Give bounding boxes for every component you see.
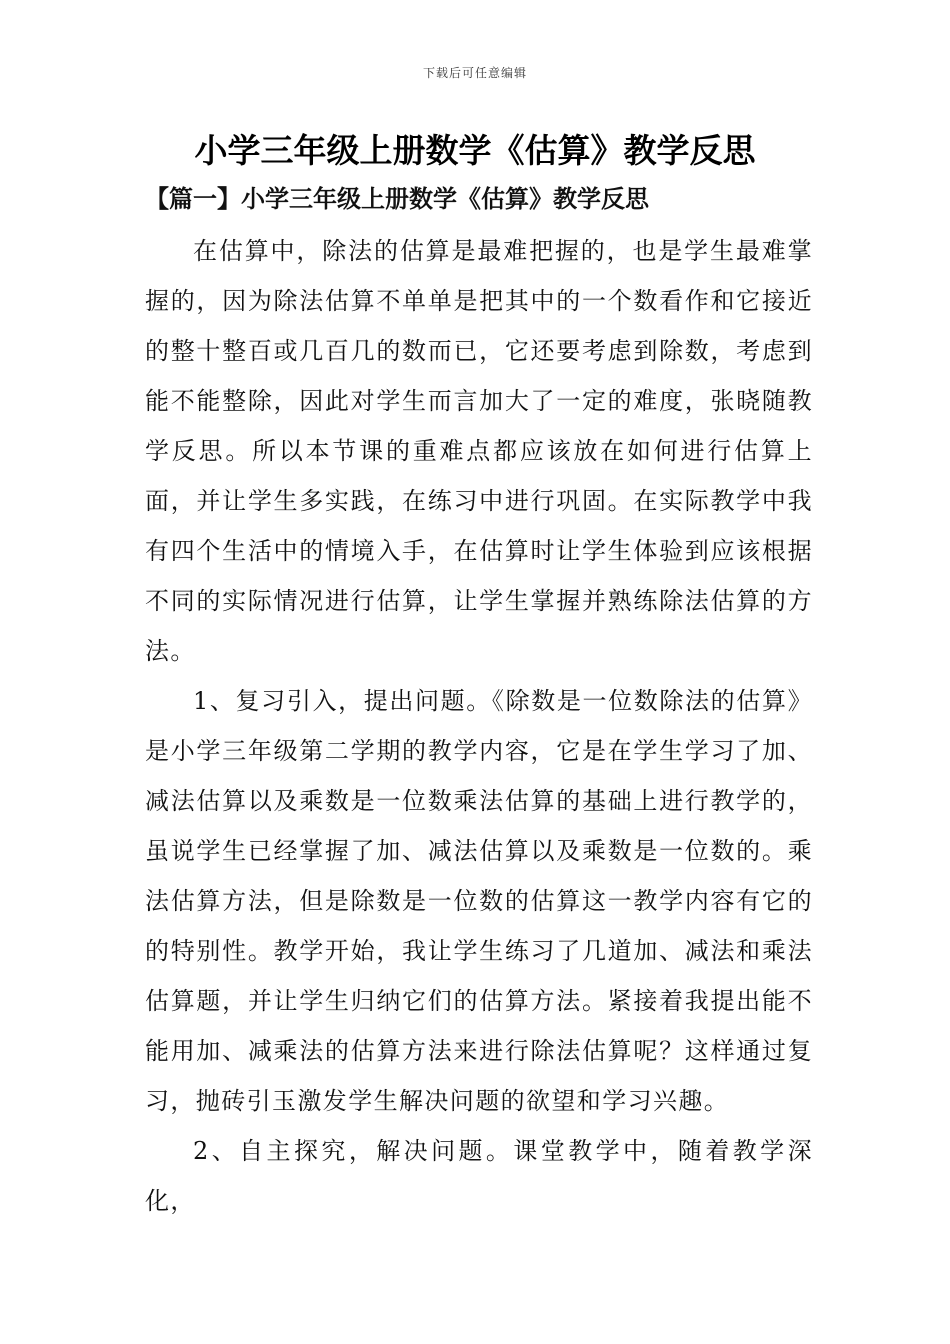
paragraph-intro: 在估算中，除法的估算是最难把握的，也是学生最难掌握的，因为除法估算不单单是把其中的一个数看作和它接近的整十整百或几百几的数而已，它还要考虑到除数，考虑到能不能整除，因此对学生而言加大了一定的难度，张晓随教学反思。所以本节课的重难点都应该放在如何进行估算上面，并让学生多实践，在练习中进行巩固。在实际教学中我有四个生活中的情境入手，在估算时让学生体验到应该根据不同的实际情况进行估算，让学生掌握并熟练除法估算的方法。 [145,237,813,665]
header-note: 下载后可任意编辑 [422,66,527,80]
paragraph-step-1: 1、复习引入，提出问题。《除数是一位数除法的估算》是小学三年级第二学期的教学内容，它是在学生学习了加、减法估算以及乘数是一位数乘法估算的基础上进行教学的，虽说学生已经掌握了加、减法估算以及乘数是一位数的。乘法估算方法，但是除数是一位数的估算这一教学内容有它的的特别性。教学开始，我让学生练习了几道加、减法和乘法估算题，并让学生归纳它们的估算方法。紧接着我提出能不能用加、减乘法的估算方法来进行除法估算呢？这样通过复习，抛砖引玉激发学生解决问题的欲望和学习兴趣。 [145,687,813,1115]
body-text [145,226,813,1226]
section-heading: 【篇一】小学三年级上册数学《估算》教学反思 [145,184,649,213]
paragraph-step-2: 2、自主探究，解决问题。课堂教学中，随着教学深化， [145,1137,813,1215]
page-title: 小学三年级上册数学《估算》教学反思 [194,131,756,170]
